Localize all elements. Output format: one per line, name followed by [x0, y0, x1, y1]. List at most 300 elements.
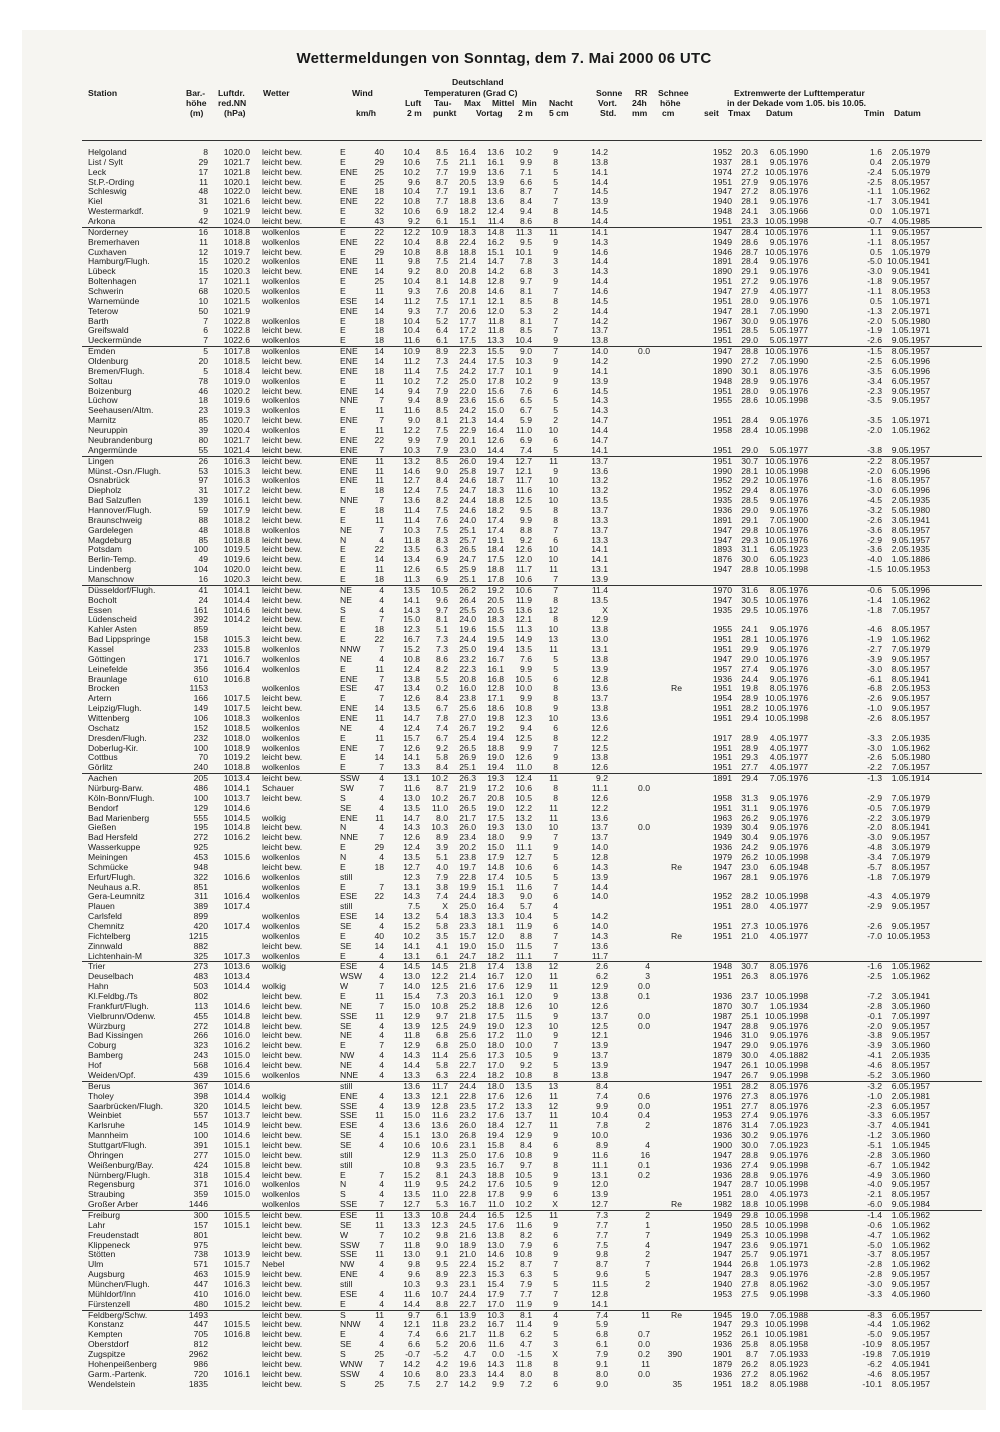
cell-sunshine: 7.8 — [596, 1120, 608, 1131]
cell-temp-air: 9.7 — [408, 1309, 420, 1320]
header-sonne: Sonne — [596, 88, 623, 98]
cell-pressure: 1013.7 — [223, 792, 250, 803]
cell-barometer-height: 24 — [198, 594, 208, 605]
cell-sunshine: 14.5 — [591, 206, 608, 217]
cell-record-since: 1947 — [712, 1239, 732, 1250]
cell-wind-speed: 18 — [374, 485, 384, 496]
cell-record-tmin-date: 8.05.1957 — [891, 861, 930, 872]
cell-temp-max: 19.6 — [459, 624, 476, 635]
cell-weather: leicht bew. — [262, 504, 303, 515]
cell-wind-direction: E — [340, 930, 346, 941]
cell-barometer-height: 975 — [193, 1239, 208, 1250]
cell-record-tmax-date: 8.05.1976 — [769, 1090, 808, 1101]
cell-temp-max: 23.6 — [459, 395, 476, 406]
cell-dewpoint: 9.3 — [436, 1159, 448, 1170]
cell-wind-direction: SE — [340, 1139, 352, 1150]
cell-record-tmax-date: 10.05.1976 — [764, 604, 808, 615]
cell-record-tmax-date: 9.05.1976 — [769, 663, 808, 674]
cell-record-tmax: 30.0 — [741, 1139, 758, 1150]
cell-temp-air: 10.8 — [403, 1159, 420, 1170]
cell-sunshine: 14.1 — [591, 544, 608, 555]
cell-station-name: Münst.-Osn./Flugh. — [88, 465, 162, 476]
cell-record-tmax: 28.7 — [741, 1179, 758, 1190]
cell-temp-mean: 20.8 — [487, 792, 504, 803]
cell-dewpoint: 10.2 — [431, 773, 448, 784]
cell-temp-night: 2 — [553, 305, 558, 316]
cell-precipitation: 0.7 — [638, 1329, 650, 1340]
cell-temp-mean: 11.8 — [487, 315, 504, 326]
cell-record-tmin: -4.0 — [867, 1179, 882, 1190]
cell-temp-max: 26.9 — [459, 752, 476, 763]
cell-record-tmax: 27.2 — [741, 1368, 758, 1379]
cell-temp-max: 20.6 — [459, 1339, 476, 1350]
cell-temp-max: 26.5 — [459, 742, 476, 753]
cell-record-tmax: 26.2 — [741, 1358, 758, 1369]
table-row — [22, 774, 986, 784]
cell-dewpoint: 11.4 — [431, 1050, 448, 1061]
cell-weather: wolkenlos — [262, 295, 300, 306]
cell-record-tmin-date: 10.05.1953 — [886, 564, 930, 575]
cell-wind-speed: 7 — [379, 783, 384, 793]
cell-temp-min: 11.6 — [515, 485, 532, 496]
cell-temp-air: 14.4 — [403, 1298, 420, 1309]
cell-record-tmax-date: 10.05.1998 — [764, 1199, 808, 1210]
cell-temp-night: 9 — [553, 335, 558, 346]
cell-record-tmax-date: 4.05.1977 — [769, 901, 808, 912]
cell-record-since: 1893 — [712, 544, 732, 555]
cell-sunshine: 7.4 — [596, 1090, 608, 1101]
header-extrem: Extremwerte der Lufttemperatur — [734, 88, 865, 98]
cell-weather: leicht bew. — [262, 792, 303, 803]
table-row — [22, 902, 986, 912]
cell-pressure: 1017.4 — [223, 921, 250, 932]
cell-pressure: 1013.4 — [223, 971, 250, 982]
cell-temp-max: 24.3 — [459, 1169, 476, 1180]
cell-record-since: 1951 — [712, 216, 732, 227]
cell-temp-min: 7.9 — [520, 1239, 532, 1250]
cell-wind-direction: still — [340, 1080, 353, 1091]
cell-temp-min: 7.6 — [520, 385, 532, 396]
cell-weather: leicht bew. — [262, 196, 303, 207]
cell-wind-direction: ESE — [340, 891, 358, 902]
cell-wind-direction: S — [340, 1348, 346, 1359]
cell-wind-speed: 25 — [374, 276, 384, 287]
cell-precipitation: 0.1 — [638, 1159, 650, 1170]
cell-record-tmax-date: 10.05.1998 — [764, 891, 808, 902]
header-mittel: Mittel — [492, 98, 515, 108]
cell-station-name: Bad Salzuflen — [88, 495, 142, 506]
cell-temp-night: 11 — [549, 643, 558, 654]
cell-station-name: Schmücke — [88, 861, 129, 872]
header-tmax: Tmax — [728, 108, 751, 118]
cell-temp-night: 7 — [553, 1259, 558, 1270]
header-seit: seit — [704, 108, 719, 118]
cell-temp-air: 9.3 — [408, 286, 420, 297]
cell-precipitation: 16 — [640, 1149, 650, 1160]
cell-sunshine: 14.6 — [591, 286, 608, 297]
cell-temp-min: 11.3 — [515, 624, 532, 635]
cell-record-tmin: 0.4 — [870, 156, 882, 167]
cell-temp-night: 7 — [553, 940, 558, 951]
cell-temp-mean: 13.9 — [487, 176, 504, 187]
cell-station-name: List / Sylt — [88, 156, 123, 167]
cell-pressure: 1022.0 — [223, 186, 250, 197]
cell-record-tmin: -1.7 — [867, 196, 882, 207]
cell-weather: leicht bew. — [262, 485, 303, 496]
cell-barometer-height: 439 — [193, 1069, 208, 1080]
cell-temp-night: 5 — [553, 911, 558, 922]
cell-snow-depth: Re — [671, 861, 682, 872]
cell-record-tmax-date: 8.05.1976 — [769, 971, 808, 982]
table-row — [22, 814, 986, 824]
cell-temp-max: 21.8 — [459, 1010, 476, 1021]
cell-pressure: 1013.4 — [223, 773, 250, 784]
cell-temp-max: 22.7 — [459, 1298, 476, 1309]
cell-weather: wolkenlos — [262, 1189, 300, 1200]
cell-temp-mean: 12.8 — [487, 276, 504, 287]
cell-wind-direction: ENE — [340, 365, 358, 376]
cell-temp-air: 10.9 — [403, 346, 420, 357]
cell-sunshine: 14.3 — [591, 395, 608, 406]
header-rule-bottom — [82, 140, 982, 141]
cell-temp-air: 13.3 — [403, 1219, 420, 1230]
cell-barometer-height: 26 — [198, 455, 208, 466]
cell-record-tmin-date: 1.05.1962 — [891, 742, 930, 753]
cell-sunshine: 11.1 — [591, 1159, 608, 1170]
cell-station-name: Magdeburg — [88, 534, 132, 545]
cell-temp-night: 3 — [553, 266, 558, 277]
cell-weather: leicht bew. — [262, 385, 303, 396]
cell-temp-min: 12.3 — [515, 1020, 532, 1031]
cell-temp-max: 19.9 — [459, 881, 476, 892]
cell-temp-min: 11.5 — [515, 1010, 532, 1021]
cell-barometer-height: 78 — [198, 375, 208, 386]
cell-station-name: Freiburg — [88, 1209, 120, 1220]
cell-wind-speed: 11 — [375, 712, 384, 723]
cell-weather: leicht bew. — [262, 1298, 303, 1309]
cell-wind-speed: 14 — [374, 346, 384, 357]
cell-temp-air: 15.2 — [403, 643, 420, 654]
table-row — [22, 467, 986, 477]
cell-temp-mean: 14.7 — [487, 256, 504, 267]
cell-wind-speed: 14 — [374, 356, 384, 367]
table-row — [22, 1002, 986, 1012]
cell-temp-night: 7 — [553, 573, 558, 584]
table-row — [22, 228, 986, 238]
cell-dewpoint: 7.5 — [436, 504, 448, 515]
cell-barometer-height: 70 — [198, 752, 208, 763]
cell-record-tmin: -1.4 — [867, 1209, 882, 1220]
cell-temp-air: 11.2 — [403, 295, 420, 306]
cell-temp-min: 10.2 — [515, 147, 532, 157]
cell-temp-night: 8 — [553, 683, 558, 694]
cell-temp-max: 26.7 — [459, 722, 476, 733]
cell-sunshine: 14.1 — [591, 554, 608, 565]
cell-temp-max: 25.5 — [459, 604, 476, 615]
cell-record-tmin: -1.3 — [867, 305, 882, 316]
cell-pressure: 1016.4 — [223, 663, 250, 674]
cell-record-tmin: -3.7 — [867, 1120, 882, 1131]
table-row — [22, 178, 986, 188]
cell-wind-direction: E — [340, 861, 346, 872]
table-row — [22, 1370, 986, 1380]
cell-record-tmin-date: 5.05.1980 — [891, 752, 930, 763]
cell-barometer-height: 486 — [193, 783, 208, 793]
cell-wind-direction: ENE — [340, 475, 358, 486]
cell-wind-speed: 18 — [374, 504, 384, 515]
cell-dewpoint: 8.8 — [436, 236, 448, 247]
cell-record-tmin-date: 9.05.1957 — [891, 1020, 930, 1031]
cell-record-tmin-date: 9.05.1957 — [891, 1030, 930, 1041]
cell-wind-direction: ESE — [340, 1209, 358, 1220]
cell-dewpoint: 8.9 — [436, 832, 448, 843]
cell-wind-speed: 18 — [374, 335, 384, 346]
cell-temp-night: 11 — [549, 226, 558, 237]
cell-temp-night: 6 — [553, 861, 558, 872]
table-row — [22, 565, 986, 575]
cell-record-since: 1949 — [712, 236, 732, 247]
cell-temp-min: 13.3 — [515, 1100, 532, 1111]
cell-dewpoint: 8.0 — [436, 266, 448, 277]
cell-weather: wolkenlos — [262, 732, 300, 743]
cell-pressure: 1014.4 — [223, 981, 250, 992]
cell-record-tmin-date: 9.05.1957 — [891, 1278, 930, 1289]
cell-sunshine: 14.4 — [591, 425, 608, 436]
table-row — [22, 784, 986, 794]
cell-temp-mean: 15.6 — [487, 385, 504, 396]
cell-temp-night: 11 — [549, 981, 558, 992]
cell-record-since: 1951 — [712, 683, 732, 694]
cell-barometer-height: 882 — [193, 940, 208, 951]
cell-temp-max: 21.6 — [459, 1229, 476, 1240]
cell-sunshine: 13.8 — [591, 703, 608, 714]
cell-weather: wolkenlos — [262, 475, 300, 486]
cell-wind-speed: 4 — [379, 604, 384, 615]
cell-station-name: Marnitz — [88, 415, 117, 426]
cell-record-tmin-date: 7.05.1979 — [891, 802, 930, 813]
cell-record-tmax-date: 9.05.1971 — [769, 1239, 808, 1250]
cell-temp-mean: 14.2 — [487, 266, 504, 277]
cell-record-tmax: 30.7 — [741, 1000, 758, 1011]
cell-temp-min: 13.5 — [515, 643, 532, 654]
cell-temp-air: 12.3 — [403, 871, 420, 882]
cell-dewpoint: 5.2 — [436, 1339, 448, 1350]
cell-temp-min: 7.7 — [520, 1288, 532, 1299]
cell-pressure: 1020.0 — [223, 564, 250, 575]
cell-pressure: 1021.8 — [223, 166, 250, 177]
cell-sunshine: 14.7 — [591, 415, 608, 426]
cell-wind-direction: SE — [340, 1219, 352, 1230]
cell-wind-direction: S — [340, 604, 346, 615]
cell-pressure: 1019.2 — [223, 752, 250, 763]
cell-barometer-height: 859 — [193, 624, 208, 635]
cell-record-since: 1947 — [712, 1069, 732, 1080]
table-row — [22, 1350, 986, 1360]
cell-record-tmin-date: 6.05.1957 — [891, 1110, 930, 1121]
cell-barometer-height: 139 — [193, 495, 208, 506]
table-row — [22, 922, 986, 932]
cell-record-tmax-date: 7.05.1923 — [769, 1120, 808, 1131]
cell-station-name: Karlsruhe — [88, 1120, 125, 1131]
cell-record-tmax-date: 9.05.1971 — [769, 1249, 808, 1260]
cell-record-since: 1936 — [712, 1339, 732, 1350]
cell-temp-night: X — [552, 1199, 558, 1210]
cell-station-name: Wittenberg — [88, 712, 130, 723]
cell-record-tmax: 28.4 — [741, 415, 758, 426]
cell-record-tmin-date: 8.05.1957 — [891, 176, 930, 187]
cell-temp-night: 8 — [553, 156, 558, 167]
cell-temp-mean: 17.8 — [487, 573, 504, 584]
cell-wind-speed: 7 — [379, 881, 384, 892]
cell-temp-max: 23.8 — [459, 693, 476, 704]
cell-temp-min: 11.9 — [515, 594, 532, 605]
cell-record-tmax-date: 9.05.1998 — [769, 1288, 808, 1299]
cell-barometer-height: 49 — [198, 554, 208, 565]
table-row — [22, 625, 986, 635]
cell-temp-max: 22.4 — [459, 236, 476, 247]
cell-sunshine: 6.1 — [596, 1339, 608, 1350]
cell-temp-max: 20.8 — [459, 266, 476, 277]
cell-temp-mean: 12.1 — [487, 295, 504, 306]
cell-record-tmax: 26.2 — [741, 812, 758, 823]
cell-pressure: 1020.3 — [223, 573, 250, 584]
cell-record-tmin-date: 6.05.1996 — [891, 465, 930, 476]
cell-sunshine: 9.2 — [596, 773, 608, 784]
table-row — [22, 1121, 986, 1131]
cell-record-tmax: 29.0 — [741, 1040, 758, 1051]
header-tau-b: punkt — [433, 108, 457, 118]
cell-temp-min: 7.8 — [520, 256, 532, 267]
cell-weather: leicht bew. — [262, 594, 303, 605]
cell-station-name: Göttingen — [88, 653, 126, 664]
cell-temp-night: 9 — [553, 375, 558, 386]
cell-weather: wolkenlos — [262, 236, 300, 247]
cell-temp-min: 10.6 — [515, 861, 532, 872]
cell-record-tmax: 29.3 — [741, 534, 758, 545]
cell-pressure: 1013.7 — [223, 1110, 250, 1121]
cell-barometer-height: 88 — [198, 514, 208, 525]
cell-temp-max: 24.7 — [459, 554, 476, 565]
cell-record-tmin: -1.2 — [867, 1130, 882, 1141]
cell-record-tmax: 27.4 — [741, 663, 758, 674]
cell-dewpoint: 7.3 — [436, 643, 448, 654]
table-row — [22, 1311, 986, 1321]
cell-weather: leicht bew. — [262, 206, 303, 217]
cell-record-tmin-date: 8.05.1941 — [891, 673, 930, 684]
cell-temp-mean: 15.3 — [487, 1269, 504, 1280]
cell-wind-direction: E — [340, 425, 346, 436]
cell-temp-mean: 17.6 — [487, 981, 504, 992]
cell-wind-direction: S — [340, 792, 346, 803]
cell-wind-speed: 4 — [379, 822, 384, 833]
cell-temp-max: 19.9 — [459, 166, 476, 177]
cell-precipitation: 11 — [641, 1309, 650, 1320]
cell-wind-direction: E — [340, 375, 346, 386]
cell-station-name: Lüdenscheid — [88, 614, 137, 625]
header-temperaturen: Temperaturen (Grad C) — [424, 88, 518, 98]
cell-station-name: Nürnberg/Flugh. — [88, 1169, 151, 1180]
cell-pressure: 1014.4 — [223, 594, 250, 605]
cell-sunshine: 12.8 — [591, 1288, 608, 1299]
cell-record-tmax: 27.9 — [741, 176, 758, 187]
cell-barometer-height: 371 — [193, 1179, 208, 1190]
cell-wind-direction: E — [340, 564, 346, 575]
cell-temp-night: 11 — [549, 455, 558, 466]
cell-record-tmax-date: 9.05.1976 — [769, 504, 808, 515]
cell-station-name: Bad Kissingen — [88, 1030, 143, 1041]
cell-sunshine: 13.3 — [591, 534, 608, 545]
cell-wind-speed: 4 — [379, 1179, 384, 1190]
cell-temp-min: 11.8 — [515, 1358, 532, 1369]
cell-wind-speed: 11 — [375, 375, 384, 386]
cell-record-tmin: -2.8 — [867, 1149, 882, 1160]
cell-record-tmin-date: 9.05.1957 — [891, 901, 930, 912]
cell-dewpoint: 9.7 — [436, 1010, 448, 1021]
cell-temp-mean: 17.2 — [487, 1030, 504, 1041]
cell-wind-speed: 14 — [374, 385, 384, 396]
cell-dewpoint: 6.1 — [436, 950, 448, 961]
cell-temp-air: 10.4 — [403, 236, 420, 247]
cell-temp-night: 6 — [553, 673, 558, 684]
cell-record-since: 1947 — [712, 286, 732, 297]
cell-temp-max: 17.2 — [459, 325, 476, 336]
cell-temp-night: 9 — [553, 365, 558, 376]
station-table — [22, 148, 986, 1389]
cell-precipitation: 0.0 — [638, 783, 650, 793]
cell-sunshine: 12.6 — [591, 722, 608, 733]
table-row — [22, 1211, 986, 1221]
cell-wind-speed: 11 — [375, 1249, 384, 1260]
cell-wind-speed: 7 — [379, 1040, 384, 1051]
cell-temp-air: 13.3 — [403, 1090, 420, 1101]
table-row — [22, 734, 986, 744]
cell-barometer-height: 113 — [194, 1000, 208, 1011]
cell-temp-air: 14.2 — [403, 1358, 420, 1369]
cell-record-tmax-date: 10.05.1976 — [764, 524, 808, 535]
cell-temp-mean: 18.0 — [487, 832, 504, 843]
cell-sunshine: 13.7 — [591, 822, 608, 833]
cell-station-name: Kahler Asten — [88, 624, 137, 635]
cell-record-since: 1951 — [712, 712, 732, 723]
cell-record-tmax: 28.2 — [741, 703, 758, 714]
cell-barometer-height: 359 — [193, 1189, 208, 1200]
cell-record-tmax-date: 7.05.1923 — [769, 1139, 808, 1150]
cell-record-tmin: -3.2 — [867, 1080, 882, 1091]
cell-wind-direction: E — [340, 286, 346, 297]
cell-wind-direction: ENE — [340, 434, 358, 445]
header-bar-2: höhe — [186, 98, 207, 108]
cell-pressure: 1016.4 — [223, 891, 250, 902]
cell-sunshine: 14.4 — [591, 276, 608, 287]
cell-record-since: 1901 — [712, 1348, 732, 1359]
cell-wind-speed: 14 — [374, 295, 384, 306]
cell-weather: wolkenlos — [262, 930, 300, 941]
cell-barometer-height: 15 — [198, 266, 208, 277]
cell-weather: wolkenlos — [262, 891, 300, 902]
cell-pressure: 1019.6 — [223, 554, 250, 565]
cell-temp-mean: 19.3 — [487, 773, 504, 784]
cell-temp-mean: 18.3 — [487, 614, 504, 625]
cell-station-name: Hannover/Flugh. — [88, 504, 152, 515]
cell-sunshine: 14.4 — [591, 176, 608, 187]
cell-temp-mean: 17.1 — [487, 693, 504, 704]
cell-record-since: 1952 — [712, 891, 732, 902]
cell-temp-max: 16.0 — [459, 683, 476, 694]
cell-temp-night: 6 — [553, 1239, 558, 1250]
cell-wind-direction: NE — [340, 1030, 352, 1041]
table-row — [22, 526, 986, 536]
cell-record-tmin: -4.9 — [867, 1169, 882, 1180]
